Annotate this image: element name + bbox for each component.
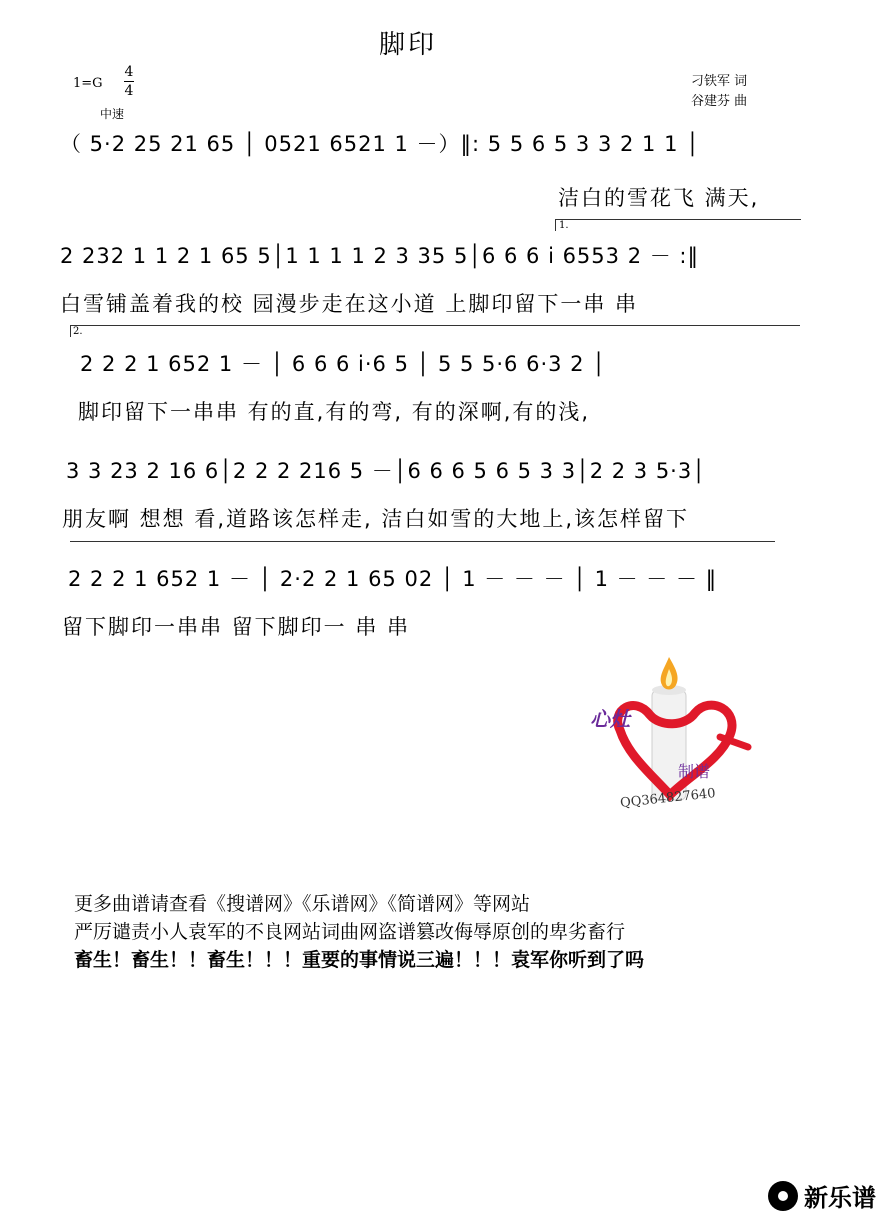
volta-1-bracket	[555, 219, 801, 220]
notation-row-5: 2 2 2 1 652 1 － │ 2·2 2 1 65 02 │ 1 － － － │ 1 － － － ‖	[68, 567, 718, 591]
lyrics-row-5: 留下脚印一串串 留下脚印一 串 串	[62, 615, 411, 639]
volta-2-label: 2.	[73, 326, 83, 337]
lyrics-row-3: 脚印留下一串串 有的直,有的弯, 有的深啊,有的浅,	[78, 400, 591, 424]
notation-row-3: 2 2 2 1 652 1 － │ 6 6 6 i·6 5 │ 5 5 5·6 6·3 2 │	[80, 352, 606, 376]
arranger-stamp	[590, 655, 760, 820]
song-title: 脚印	[379, 30, 438, 60]
volta-2-tick	[70, 325, 71, 337]
lyrics-row-4: 朋友啊 想想 看,道路该怎样走, 洁白如雪的大地上,该怎样留下	[62, 507, 690, 531]
stamp-qq: QQ364827640	[619, 786, 717, 811]
notation-row-4: 3 3 23 2 16 6│2 2 2 216 5 －│6 6 6 5 6 5 3 3│2 2 3 5·3│	[66, 459, 706, 483]
key-signature: 1=G	[73, 76, 103, 91]
notation-row-2: 2 232 1 1 2 1 65 5│1 1 1 1 2 3 35 5│6 6 6 i 6553 2 － :‖	[60, 244, 699, 268]
volta-1-tick	[555, 219, 556, 231]
composer: 谷建芬 曲	[691, 94, 748, 109]
footer-line-2: 严厉谴责小人袁军的不良网站词曲网盗谱篡改侮辱原创的卑劣畜行	[74, 921, 626, 943]
volta-1-label: 1.	[559, 220, 569, 231]
lyrics-row-1: 洁白的雪花飞 满天,	[558, 186, 760, 210]
footer-line-3: 畜生！畜生！！畜生！！！重要的事情说三遍！！！袁军你听到了吗	[74, 949, 645, 971]
time-signature-bottom: 4	[124, 83, 134, 99]
credits	[691, 72, 747, 112]
notation-row-1: （ 5·2 25 21 65 │ 0521 6521 1 －）‖: 5 5 6 5 3 3 2 1 1 │	[60, 132, 700, 156]
brand-name: 新乐谱	[804, 1184, 876, 1212]
brand-watermark	[768, 1178, 876, 1213]
time-signature	[124, 64, 134, 99]
footer-line-1: 更多曲谱请查看《搜谱网》《乐谱网》《简谱网》等网站	[74, 893, 531, 915]
time-signature-top: 4	[124, 64, 134, 80]
volta-2-bracket	[70, 325, 800, 326]
footer-notes	[74, 890, 644, 974]
lyrics-row-2: 白雪铺盖着我的校 园漫步走在这小道 上脚印留下一串 串	[60, 292, 639, 316]
music-disc-icon	[768, 1181, 798, 1211]
stamp-label: 制谱	[678, 762, 711, 781]
tempo-marking: 中速	[100, 107, 125, 121]
ending-bracket	[70, 541, 775, 542]
stamp-signature: 心灶	[590, 707, 630, 731]
lyricist: 刁铁军 词	[691, 74, 748, 89]
